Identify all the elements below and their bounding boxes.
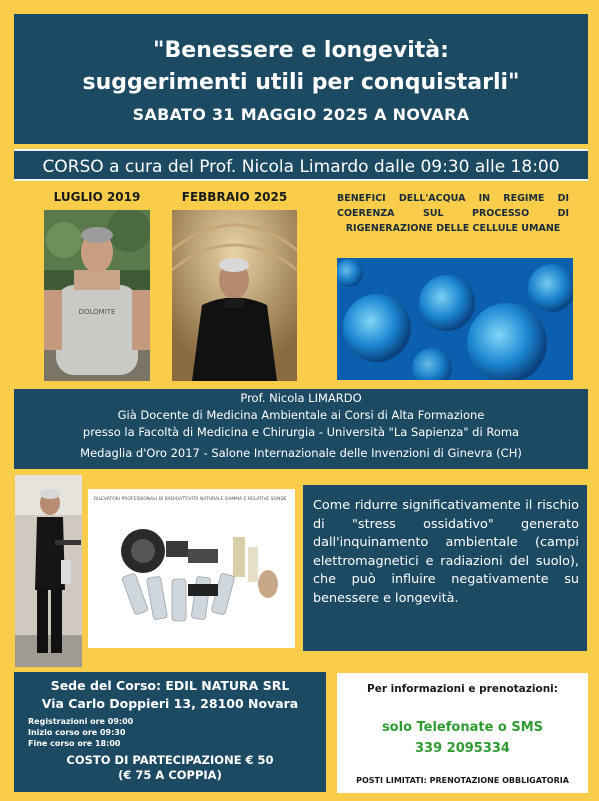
- venue-name: Sede del Corso: EDIL NATURA SRL: [50, 678, 290, 693]
- cells-image: [337, 258, 573, 380]
- photo-label-2025: FEBBRAIO 2025: [181, 190, 288, 204]
- photo-label-2019: LUGLIO 2019: [53, 190, 141, 204]
- oxidative-stress-info: Come ridurre significativamente il rischio di "stress ossidativo" generato dall'inquinamento ambientale (campi elettromagnetici e radiazioni del suolo), che può influire negativamente su benessere e longevità.: [303, 485, 587, 651]
- participation-cost: COSTO DI PARTECIPAZIONE € 50: [66, 753, 274, 767]
- professor-bio: [14, 389, 588, 469]
- shirt-text: DOLOMITE: [78, 308, 116, 316]
- title-line-1: "Benessere e longevità:: [153, 37, 449, 63]
- schedule-end: Fine corso ore 18:00: [28, 739, 121, 748]
- contact-phone[interactable]: 339 2095334: [415, 741, 510, 756]
- venue-details: [14, 672, 326, 792]
- contact-title: Per informazioni e prenotazioni:: [367, 683, 558, 695]
- title-banner: [14, 14, 588, 144]
- portrait-photo-2025: [172, 210, 297, 381]
- portrait-photo-2019: [44, 210, 150, 381]
- radiation-detector-image: [88, 489, 295, 648]
- professor-name: Prof. Nicola LIMARDO: [240, 391, 362, 405]
- course-banner: CORSO a cura del Prof. Nicola Limardo dalle 09:30 alle 18:00: [14, 149, 588, 181]
- bio-line-2: presso la Facoltà di Medicina e Chirurgia - Università "La Sapienza" di Roma: [82, 425, 520, 439]
- limited-seats-notice: POSTI LIMITATI: PRENOTAZIONE OBBLIGATORIA: [356, 776, 569, 785]
- device-demo-photo: [15, 475, 82, 667]
- couple-cost: (€ 75 A COPPIA): [118, 768, 222, 782]
- device-caption: RILEVATORI PROFESSIONALI DI RADIOATTIVITÀ NATURALE GAMMA E RELATIVE SONDE: [94, 497, 287, 502]
- schedule-registration: Registrazioni ore 09:00: [28, 717, 134, 726]
- water-benefits-heading: BENEFICI DELL'ACQUA IN REGIME DI COERENZA SUL PROCESSO DI RIGENERAZIONE DELLE CELLULE UMANE: [337, 193, 569, 234]
- event-date: SABATO 31 MAGGIO 2025 A NOVARA: [132, 104, 470, 124]
- bio-line-1: Già Docente di Medicina Ambientale ai Corsi di Alta Formazione: [117, 408, 485, 422]
- venue-address: Via Carlo Doppieri 13, 28100 Novara: [41, 696, 299, 711]
- contact-method: solo Telefonate o SMS: [381, 720, 544, 735]
- title-line-2: suggerimenti utili per conquistarli": [82, 69, 520, 95]
- schedule-start: Inizio corso ore 09:30: [28, 728, 126, 737]
- contact-details: [337, 673, 588, 793]
- bio-medal: Medaglia d'Oro 2017 - Salone Internazionale delle Invenzioni di Ginevra (CH): [80, 446, 522, 460]
